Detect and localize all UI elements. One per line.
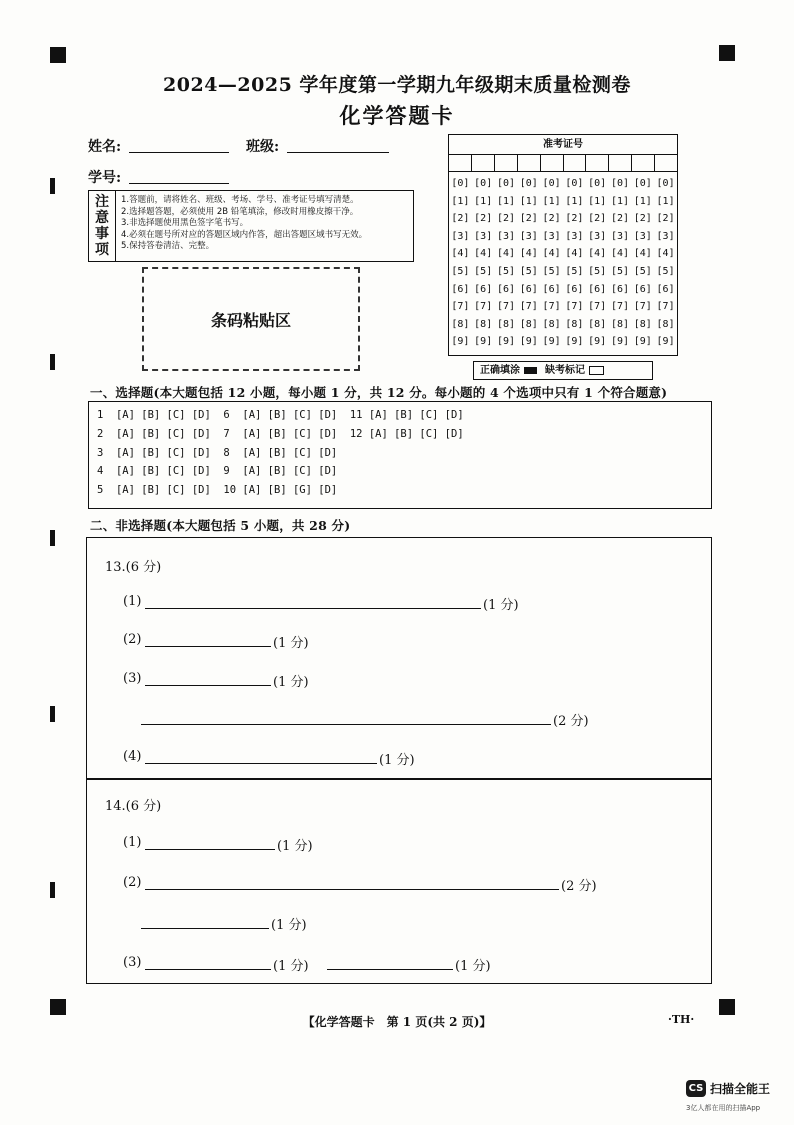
exam-id-digit-cell[interactable] [609,154,632,171]
exam-id-bubble[interactable]: [9] [565,336,584,348]
fill-legend [473,361,653,380]
q13-part2-label: (2) [123,632,142,647]
exam-id-bubble[interactable]: [4] [633,248,652,260]
exam-id-bubble[interactable]: [7] [656,301,675,313]
q14-part3-points: (1 分) [273,959,309,974]
exam-id-bubble[interactable]: [1] [496,195,516,207]
exam-id-bubble[interactable]: [5] [519,265,538,277]
exam-id-bubble[interactable]: [5] [656,265,675,277]
empty-box-icon[interactable] [589,366,604,375]
exam-id-bubble[interactable]: [9] [610,336,629,348]
q13-part4-answer-line[interactable] [145,763,377,764]
exam-id-bubble[interactable]: [7] [519,301,538,313]
notes-list [121,195,367,253]
exam-id-bubble[interactable]: [0] [565,178,584,189]
correct-fill-label: 正确填涂 [480,365,520,376]
exam-id-bubble[interactable]: [7] [542,301,561,313]
exam-id-bubble[interactable]: [2] [565,213,584,225]
barcode-paste-area[interactable] [142,267,360,371]
exam-id-bubble[interactable]: [4] [474,248,493,260]
exam-id-bubble[interactable]: [0] [474,178,493,189]
exam-id-bubble[interactable]: [3] [496,230,516,242]
exam-id-bubble[interactable]: [1] [451,195,470,207]
exam-id-bubble[interactable]: [4] [656,248,675,260]
q14-part1-answer-line[interactable] [145,849,275,850]
q13-part2-answer-line[interactable] [145,646,271,647]
exam-id-digit-cell[interactable] [655,154,677,171]
exam-id-write-cells[interactable] [449,154,677,172]
exam-id-bubble[interactable]: [2] [519,213,538,225]
exam-id-bubble[interactable]: [1] [633,195,652,207]
exam-id-bubble[interactable]: [3] [656,230,675,242]
exam-id-bubble[interactable]: [8] [519,318,538,330]
exam-id-bubble[interactable]: [7] [474,301,493,313]
exam-id-bubble[interactable]: [9] [496,336,516,348]
timing-mark [50,882,55,898]
question-13-title: 13.(6 分) [105,560,162,575]
q13-part3b-points: (2 分) [553,714,589,729]
exam-id-box [448,134,678,356]
exam-id-bubble[interactable]: [1] [565,195,584,207]
exam-id-digit-cell[interactable] [586,154,609,171]
exam-id-bubble[interactable]: [0] [633,178,652,189]
exam-id-bubble[interactable]: [4] [565,248,584,260]
exam-id-bubble[interactable]: [0] [542,178,561,189]
exam-id-bubble[interactable]: [2] [588,213,607,225]
exam-id-bubble[interactable]: [0] [451,178,470,189]
choice-row[interactable]: 1 [A] [B] [C] [D] 6 [A] [B] [C] [D] 11 [A] [B] [C] [D] [97,409,464,421]
exam-id-digit-cell[interactable] [541,154,564,171]
notes-box [88,190,414,262]
exam-id-bubble[interactable]: [6] [519,283,538,295]
exam-id-bubble[interactable]: [2] [496,213,516,225]
exam-id-digit-cell[interactable] [495,154,518,171]
exam-id-digit-cell[interactable] [632,154,655,171]
q14-part2b-answer-line[interactable] [141,928,269,929]
exam-id-column [586,175,609,351]
exam-id-bubble[interactable]: [7] [588,301,607,313]
q14-part3-answer-line[interactable] [145,969,271,970]
note-item: 5.保持答卷清洁、完整。 [121,241,215,251]
name-field[interactable] [129,152,229,153]
q13-part3b-answer-line[interactable] [141,724,551,725]
exam-id-bubble[interactable]: [2] [656,213,675,225]
note-item: 1.答题前，请将姓名、班级、考场、学号、准考证号填写清楚。 [121,195,359,205]
exam-id-bubble[interactable]: [8] [542,318,561,330]
exam-id-bubble[interactable]: [7] [496,301,516,313]
exam-id-bubble[interactable]: [3] [610,230,629,242]
exam-id-column [631,175,654,351]
exam-id-column [563,175,586,351]
exam-id-bubble[interactable]: [3] [565,230,584,242]
note-item: 2.选择题答题，必须使用 2B 铅笔填涂，修改时用橡皮擦干净。 [121,206,359,217]
note-item: 4.必须在题号所对应的答题区域内作答，超出答题区域书写无效。 [121,229,368,240]
exam-id-bubble[interactable]: [4] [451,248,470,260]
exam-id-bubble[interactable]: [6] [474,283,493,295]
exam-id-bubble[interactable]: [5] [542,265,561,277]
question-13-box [86,537,712,780]
q13-part4-points: (1 分) [379,753,415,768]
exam-id-bubble[interactable]: [6] [610,283,629,295]
exam-id-bubble[interactable]: [0] [496,178,516,189]
barcode-label: 条码粘贴区 [210,310,291,330]
exam-id-digit-cell[interactable] [472,154,495,171]
exam-id-bubble[interactable]: [6] [656,283,675,295]
exam-id-bubble[interactable]: [7] [633,301,652,313]
answer-sheet-title: 化学答题卡 [339,103,455,128]
notes-side-label: 注 意 事 项 [89,191,116,261]
exam-id-column [609,175,632,351]
absent-mark-label: 缺考标记 [545,365,585,376]
student-number-label: 学号: [88,170,122,186]
exam-id-bubble[interactable]: [3] [451,230,470,242]
q13-part1-answer-line[interactable] [145,608,481,609]
exam-id-bubble[interactable]: [3] [519,230,538,242]
exam-id-bubble-grid [449,175,677,351]
section1-heading: 一、选择题(本大题包括 12 小题，每小题 1 分，共 12 分。每小题的 4 个选项中只有 1 个符合题意) [90,385,668,400]
exam-id-bubble[interactable]: [9] [542,336,561,348]
exam-id-digit-cell[interactable] [449,154,472,171]
camscanner-name: 扫描全能王 [710,1082,771,1096]
exam-id-bubble[interactable]: [8] [451,318,470,330]
exam-id-bubble[interactable]: [7] [451,301,470,313]
q13-part2-points: (1 分) [273,636,309,651]
exam-id-bubble[interactable]: [1] [656,195,675,207]
exam-id-column [495,175,518,351]
exam-id-bubble[interactable]: [3] [633,230,652,242]
choice-row[interactable]: 4 [A] [B] [C] [D] 9 [A] [B] [C] [D] [97,465,338,477]
corner-mark-top-left [50,47,66,63]
exam-id-bubble[interactable]: [5] [565,265,584,277]
exam-id-bubble[interactable]: [8] [474,318,493,330]
corner-mark-top-right [719,45,735,61]
exam-id-bubble[interactable]: [8] [656,318,675,330]
camscanner-tagline: 3亿人都在用的扫描App [686,1104,761,1112]
exam-id-bubble[interactable]: [6] [542,283,561,295]
exam-id-bubble[interactable]: [3] [474,230,493,242]
exam-id-column [517,175,540,351]
exam-id-bubble[interactable]: [8] [610,318,629,330]
exam-id-bubble[interactable]: [2] [633,213,652,225]
question-14-title: 14.(6 分) [105,799,162,814]
exam-id-bubble[interactable]: [4] [610,248,629,260]
student-number-field[interactable] [129,183,229,184]
exam-id-digit-cell[interactable] [518,154,541,171]
q13-part3-points: (1 分) [273,675,309,690]
exam-id-bubble[interactable]: [9] [656,336,675,348]
exam-id-bubble[interactable]: [0] [610,178,629,189]
q14-part2-answer-line[interactable] [145,889,559,890]
exam-id-column [472,175,495,351]
filled-box-icon [524,367,537,374]
exam-id-bubble[interactable]: [4] [542,248,561,260]
exam-id-bubble[interactable]: [9] [451,336,470,348]
exam-id-bubble[interactable]: [5] [610,265,629,277]
q14-part3-label: (3) [123,955,142,970]
exam-id-bubble[interactable]: [1] [519,195,538,207]
exam-title: 2024—2025 学年度第一学期九年级期末质量检测卷 [163,74,631,96]
exam-id-digit-cell[interactable] [564,154,587,171]
exam-id-bubble[interactable]: [9] [519,336,538,348]
note-item: 3.非选择题使用黑色签字笔书写。 [121,218,249,228]
exam-id-column [654,175,677,351]
exam-id-bubble[interactable]: [4] [496,248,516,260]
exam-id-bubble[interactable]: [6] [451,283,470,295]
q13-part3-answer-line[interactable] [145,685,271,686]
question-14-box [86,778,712,984]
q14-part2-points: (2 分) [561,879,597,894]
exam-id-bubble[interactable]: [9] [588,336,607,348]
class-label: 班级: [246,139,280,155]
exam-id-bubble[interactable]: [2] [610,213,629,225]
exam-id-bubble[interactable]: [4] [588,248,607,260]
footer-code: ·TH· [668,1013,695,1026]
exam-id-column [540,175,563,351]
timing-mark [50,706,55,722]
exam-id-title: 准考证号 [449,135,677,155]
exam-id-column [449,175,472,351]
exam-id-bubble[interactable]: [6] [496,283,516,295]
exam-id-bubble[interactable]: [2] [474,213,493,225]
exam-id-bubble[interactable]: [4] [519,248,538,260]
exam-id-bubble[interactable]: [1] [588,195,607,207]
section2-heading: 二、非选择题(本大题包括 5 小题，共 28 分) [90,518,351,533]
q13-part3-label: (3) [123,671,142,686]
exam-id-bubble[interactable]: [9] [474,336,493,348]
exam-id-bubble[interactable]: [0] [519,178,538,189]
exam-id-bubble[interactable]: [9] [633,336,652,348]
exam-id-bubble[interactable]: [8] [588,318,607,330]
exam-id-bubble[interactable]: [2] [542,213,561,225]
choice-row[interactable]: 5 [A] [B] [C] [D] 10 [A] [B] [G] [D] [97,484,338,496]
exam-id-bubble[interactable]: [7] [610,301,629,313]
exam-id-bubble[interactable]: [1] [610,195,629,207]
exam-id-bubble[interactable]: [5] [588,265,607,277]
q14-part2-label: (2) [123,875,142,890]
exam-id-bubble[interactable]: [6] [588,283,607,295]
q14-part2b-points: (1 分) [271,918,307,933]
q13-part4-label: (4) [123,749,142,764]
page-footer: 【化学答题卡 第 1 页(共 2 页)】 [302,1015,492,1029]
timing-mark [50,178,55,194]
camscanner-logo-icon: CS [686,1080,706,1097]
exam-id-bubble[interactable]: [2] [451,213,470,225]
q14-part3b-points: (1 分) [455,959,491,974]
q14-part1-label: (1) [123,835,142,850]
q14-part3b-answer-line[interactable] [327,969,453,970]
exam-id-bubble[interactable]: [5] [451,265,470,277]
exam-id-bubble[interactable]: [1] [542,195,561,207]
choice-answer-box [88,401,712,509]
exam-id-bubble[interactable]: [0] [656,178,675,189]
exam-id-bubble[interactable]: [7] [565,301,584,313]
exam-id-bubble[interactable]: [6] [633,283,652,295]
exam-id-bubble[interactable]: [5] [496,265,516,277]
timing-mark [50,530,55,546]
choice-row[interactable]: 3 [A] [B] [C] [D] 8 [A] [B] [C] [D] [97,447,338,459]
exam-id-bubble[interactable]: [1] [474,195,493,207]
exam-id-bubble[interactable]: [8] [496,318,516,330]
exam-id-bubble[interactable]: [6] [565,283,584,295]
choice-row[interactable]: 2 [A] [B] [C] [D] 7 [A] [B] [C] [D] 12 [A] [B] [C] [D] [97,428,464,440]
exam-id-bubble[interactable]: [3] [542,230,561,242]
name-label: 姓名: [88,139,122,155]
q14-part1-points: (1 分) [277,839,313,854]
exam-id-bubble[interactable]: [5] [474,265,493,277]
exam-id-bubble[interactable]: [3] [588,230,607,242]
exam-id-bubble[interactable]: [8] [633,318,652,330]
class-field[interactable] [287,152,389,153]
exam-id-bubble[interactable]: [0] [588,178,607,189]
q13-part1-points: (1 分) [483,598,519,613]
timing-mark [50,354,55,370]
q13-part1-label: (1) [123,594,142,609]
exam-id-bubble[interactable]: [5] [633,265,652,277]
exam-id-bubble[interactable]: [8] [565,318,584,330]
